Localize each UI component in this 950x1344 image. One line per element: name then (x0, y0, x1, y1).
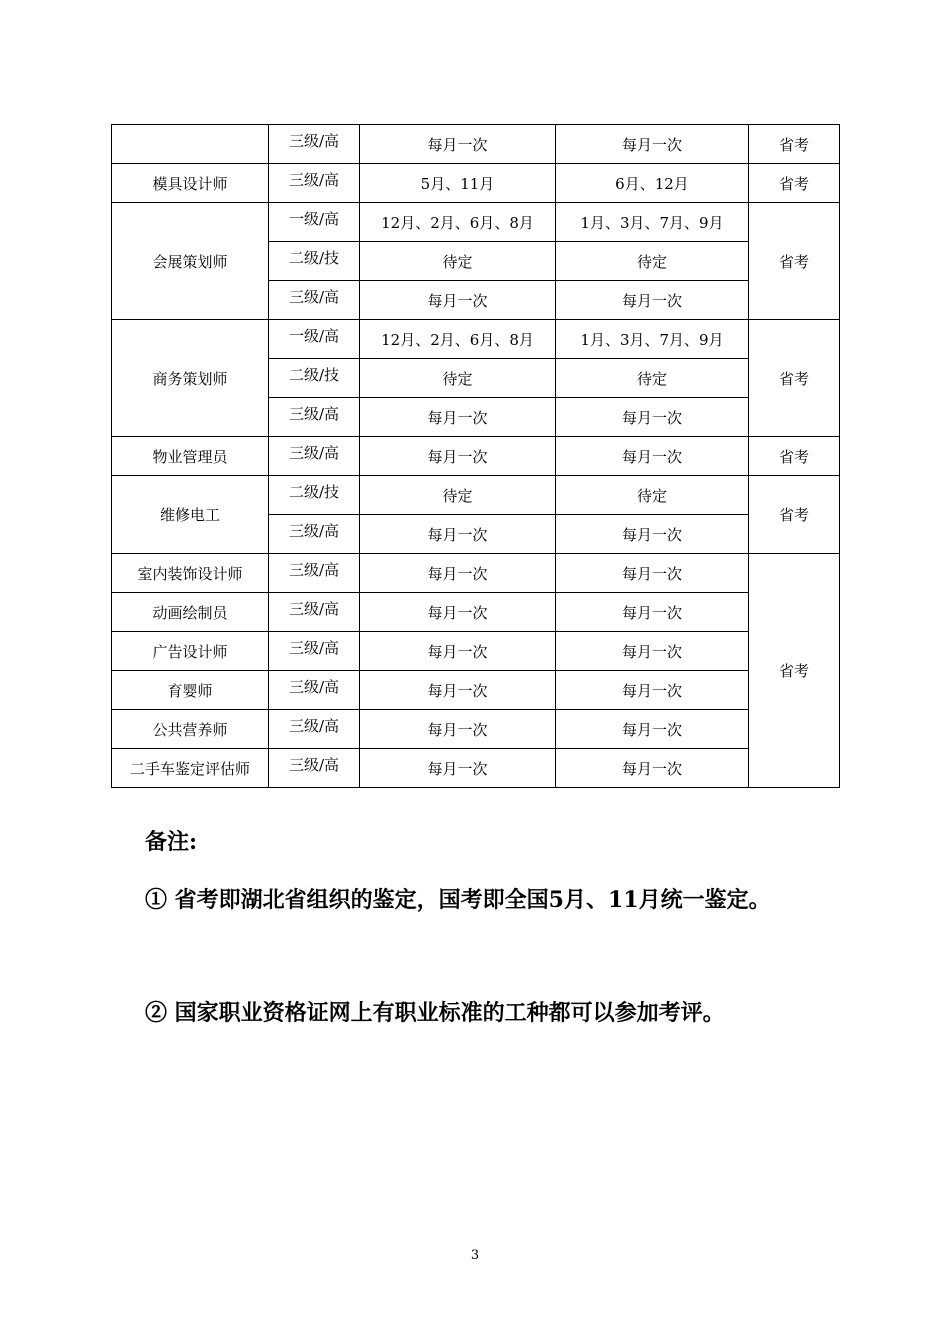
note-item-1 (145, 876, 825, 924)
schedule-cell: 每月一次 (556, 710, 749, 749)
exam-type-cell: 省考 (749, 203, 840, 320)
schedule-cell: 每月一次 (360, 671, 556, 710)
note-item-1-text: ① 省考即湖北省组织的鉴定，国考即全国5月、11月统一鉴定。 (145, 887, 771, 913)
job-name-cell: 二手车鉴定评估师 (112, 749, 269, 788)
exam-type-cell: 省考 (749, 320, 840, 437)
level-cell: 三级/高 (269, 710, 360, 749)
exam-type-cell: 省考 (749, 476, 840, 554)
table-row (112, 749, 840, 788)
schedule-cell: 每月一次 (360, 437, 556, 476)
schedule-cell: 每月一次 (556, 125, 749, 164)
table-row (112, 671, 840, 710)
schedule-cell: 待定 (360, 476, 556, 515)
schedule-cell: 每月一次 (556, 671, 749, 710)
table-row (112, 125, 840, 164)
schedule-cell: 待定 (556, 242, 749, 281)
schedule-cell: 每月一次 (556, 281, 749, 320)
job-name-cell: 公共营养师 (112, 710, 269, 749)
exam-type-cell: 省考 (749, 164, 840, 203)
job-name-cell: 会展策划师 (112, 203, 269, 320)
level-cell: 三级/高 (269, 671, 360, 710)
table-row (112, 164, 840, 203)
level-cell: 三级/高 (269, 554, 360, 593)
level-cell: 三级/高 (269, 632, 360, 671)
level-cell: 三级/高 (269, 437, 360, 476)
schedule-cell: 待定 (360, 359, 556, 398)
level-cell: 二级/技 (269, 242, 360, 281)
schedule-cell: 每月一次 (556, 749, 749, 788)
schedule-cell: 待定 (556, 359, 749, 398)
table-row (112, 554, 840, 593)
table-row (112, 437, 840, 476)
level-cell: 三级/高 (269, 164, 360, 203)
schedule-cell: 每月一次 (556, 398, 749, 437)
job-name-cell: 广告设计师 (112, 632, 269, 671)
schedule-cell: 每月一次 (360, 125, 556, 164)
schedule-cell: 每月一次 (556, 632, 749, 671)
table-row (112, 476, 840, 515)
job-name-cell: 室内装饰设计师 (112, 554, 269, 593)
level-cell: 一级/高 (269, 203, 360, 242)
table-row (112, 203, 840, 242)
schedule-cell: 每月一次 (360, 710, 556, 749)
notes-heading: 备注: (145, 829, 198, 855)
exam-type-cell: 省考 (749, 554, 840, 788)
schedule-cell: 6月、12月 (556, 164, 749, 203)
schedule-table-body (112, 125, 840, 788)
schedule-table (111, 124, 840, 788)
note-item-2 (145, 989, 825, 1037)
level-cell: 三级/高 (269, 398, 360, 437)
notes-section (145, 818, 825, 866)
schedule-cell: 待定 (360, 242, 556, 281)
exam-type-cell: 省考 (749, 125, 840, 164)
schedule-cell: 每月一次 (556, 554, 749, 593)
schedule-cell: 5月、11月 (360, 164, 556, 203)
job-name-cell: 维修电工 (112, 476, 269, 554)
level-cell: 二级/技 (269, 359, 360, 398)
schedule-cell: 1月、3月、7月、9月 (556, 203, 749, 242)
schedule-cell: 每月一次 (556, 515, 749, 554)
job-name-cell: 动画绘制员 (112, 593, 269, 632)
schedule-cell: 每月一次 (360, 554, 556, 593)
exam-type-cell: 省考 (749, 437, 840, 476)
table-row (112, 632, 840, 671)
level-cell: 三级/高 (269, 515, 360, 554)
schedule-cell: 每月一次 (556, 437, 749, 476)
level-cell: 三级/高 (269, 593, 360, 632)
page-number: 3 (470, 1248, 480, 1263)
schedule-cell: 待定 (556, 476, 749, 515)
job-name-cell: 模具设计师 (112, 164, 269, 203)
schedule-cell: 12月、2月、6月、8月 (360, 203, 556, 242)
schedule-cell: 每月一次 (360, 281, 556, 320)
schedule-cell: 每月一次 (360, 398, 556, 437)
schedule-cell: 12月、2月、6月、8月 (360, 320, 556, 359)
schedule-cell: 每月一次 (360, 593, 556, 632)
level-cell: 一级/高 (269, 320, 360, 359)
job-name-cell: 商务策划师 (112, 320, 269, 437)
table-row (112, 593, 840, 632)
schedule-cell: 1月、3月、7月、9月 (556, 320, 749, 359)
level-cell: 二级/技 (269, 476, 360, 515)
job-name-cell (112, 125, 269, 164)
schedule-cell: 每月一次 (360, 749, 556, 788)
level-cell: 三级/高 (269, 125, 360, 164)
job-name-cell: 育婴师 (112, 671, 269, 710)
table-row (112, 320, 840, 359)
note-item-2-text: ② 国家职业资格证网上有职业标准的工种都可以参加考评。 (145, 1000, 725, 1026)
schedule-cell: 每月一次 (360, 515, 556, 554)
schedule-cell: 每月一次 (556, 593, 749, 632)
schedule-cell: 每月一次 (360, 632, 556, 671)
job-name-cell: 物业管理员 (112, 437, 269, 476)
table-row (112, 710, 840, 749)
level-cell: 三级/高 (269, 749, 360, 788)
level-cell: 三级/高 (269, 281, 360, 320)
